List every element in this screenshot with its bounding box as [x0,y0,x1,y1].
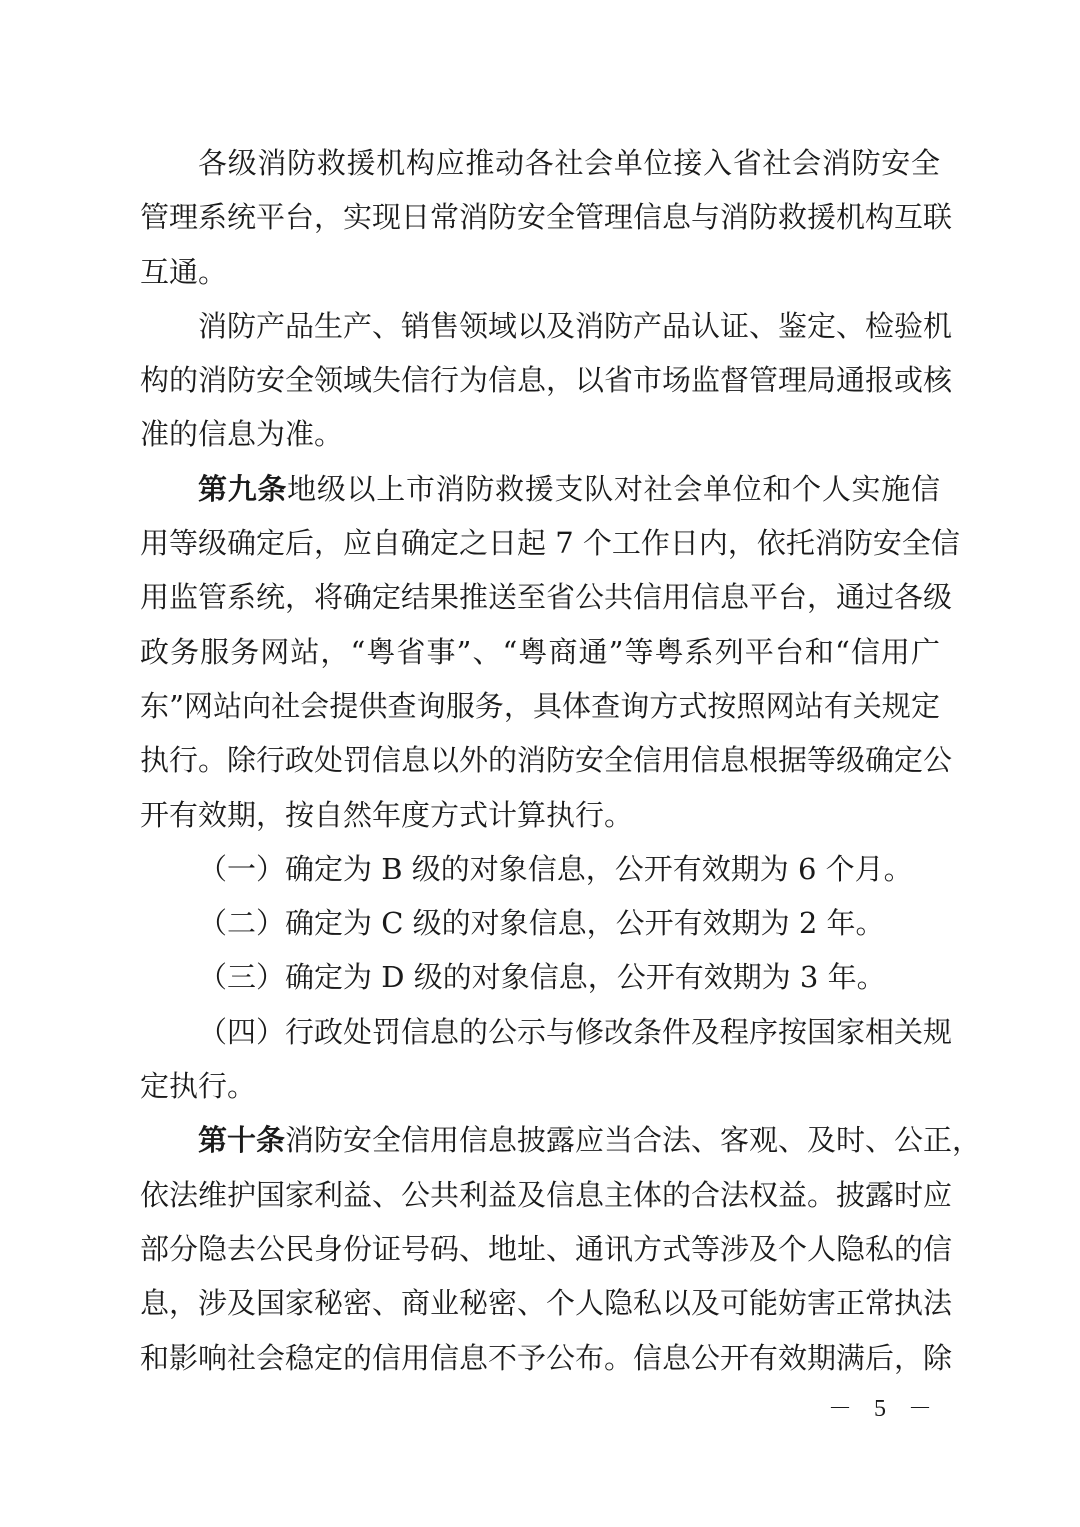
text-line: 定执行。 [140,1069,257,1104]
text-line: 管理系统平台，实现日常消防安全管理信息与消防救援机构互联 [140,200,953,235]
text-span: 地级以上市消防救援支队对社会单位和个人实施信 [287,471,940,506]
text-line: 各级消防救援机构应推动各社会单位接入省社会消防安全 [198,146,940,180]
text-line: 构的消防安全领域失信行为信息，以省市场监督管理局通报或核 [140,363,953,398]
text-line: 用监管系统，将确定结果推送至省公共信用信息平台，通过各级 [140,580,953,615]
list-item: （一）确定为 B 级的对象信息，公开有效期为 6 个月。 [198,851,913,886]
text-line: 开有效期，按自然年度方式计算执行。 [140,797,634,832]
text-span: 消防安全信用信息披露应当合法、客观、及时、公正， [285,1123,982,1158]
article-heading-10: 第十条 [198,1123,286,1158]
list-item: （四）行政处罚信息的公示与修改条件及程序按国家相关规 [198,1014,953,1049]
list-item: （二）确定为 C 级的对象信息，公开有效期为 2 年。 [198,906,885,941]
article-heading-9: 第九条 [198,471,288,506]
text-line: 东”网站向社会提供查询服务，具体查询方式按照网站有关规定 [140,688,940,723]
text-line: 消防产品生产、销售领域以及消防产品认证、鉴定、检验机 [198,308,953,343]
text-line: 和影响社会稳定的信用信息不予公布。信息公开有效期满后，除 [140,1340,953,1375]
article-first-line [140,1113,982,1167]
article-first-line [140,462,940,516]
text-line: 用等级确定后，应自确定之日起 7 个工作日内，依托消防安全信 [140,526,960,561]
text-line: 部分隐去公民身份证号码、地址、通讯方式等涉及个人隐私的信 [140,1231,953,1266]
text-line: 互通。 [140,254,228,289]
text-line: 政务服务网站，“粤省事”、“粤商通”等粤系列平台和“信用广 [140,634,940,669]
document-page [140,136,982,1385]
text-line: 准的信息为准。 [140,417,344,452]
text-line: 息，涉及国家秘密、商业秘密、个人隐私以及可能妨害正常执法 [140,1286,953,1321]
text-line: 执行。除行政处罚信息以外的消防安全信用信息根据等级确定公 [140,743,953,778]
list-item: （三）确定为 D 级的对象信息，公开有效期为 3 年。 [198,960,886,995]
text-line: 依法维护国家利益、公共利益及信息主体的合法权益。披露时应 [140,1177,953,1212]
page-number: － 5 － [828,1396,940,1422]
